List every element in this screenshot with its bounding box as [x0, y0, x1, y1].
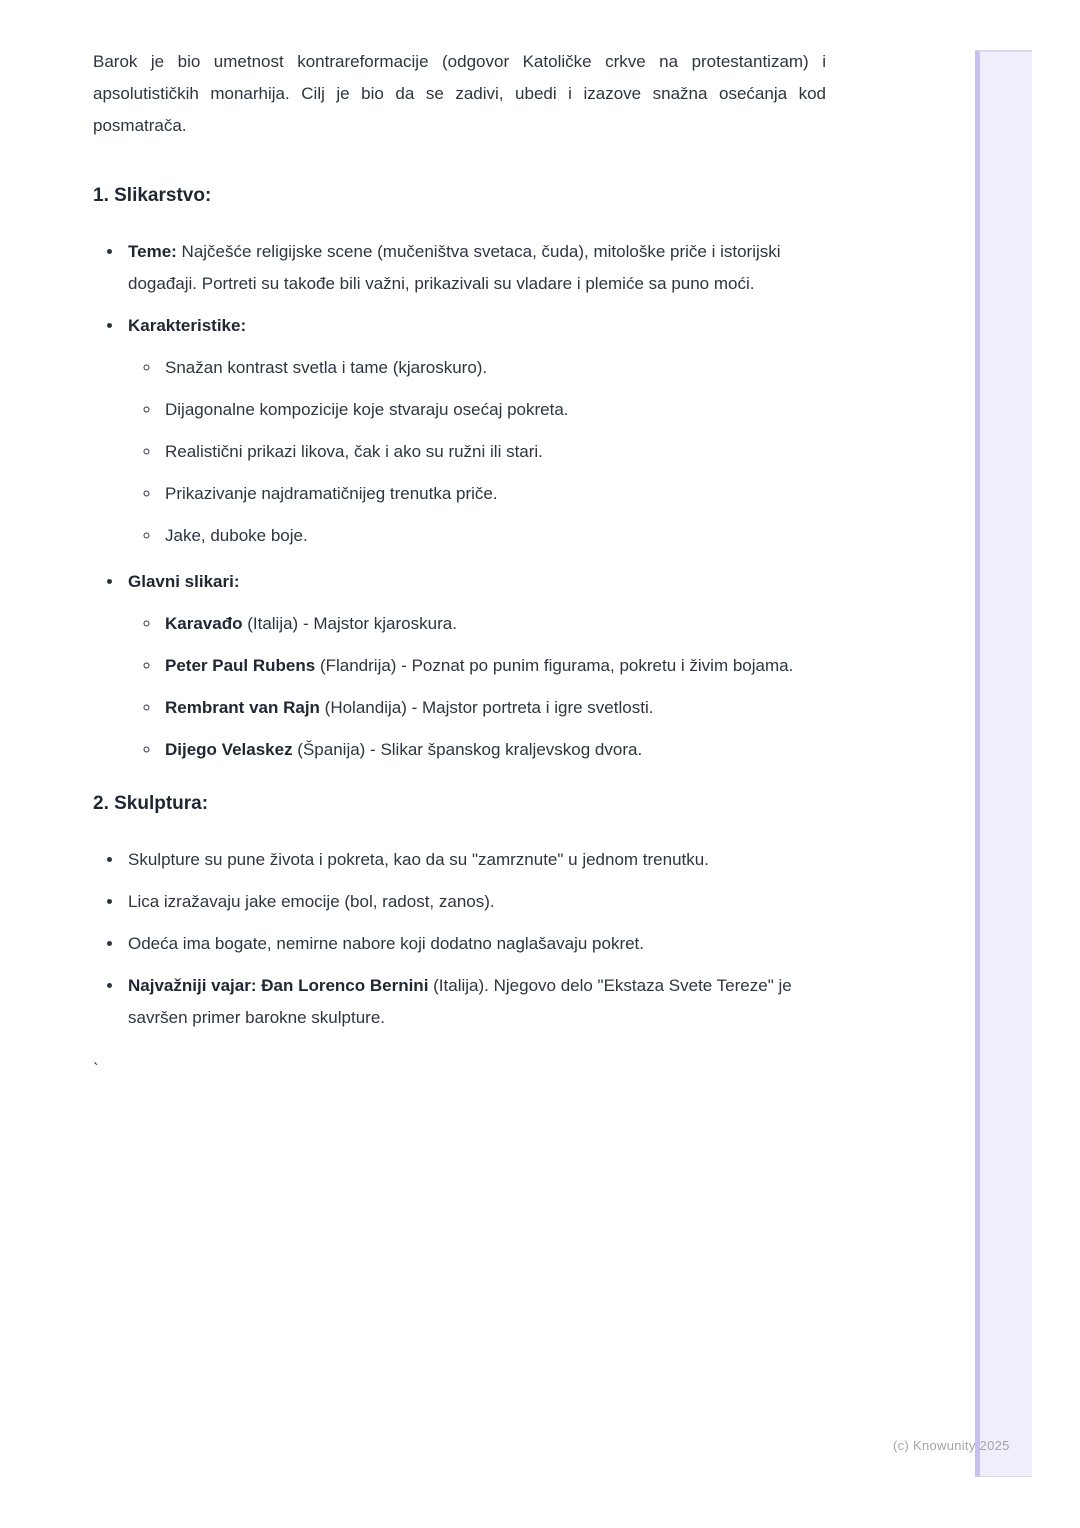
list-item-themes — [124, 236, 826, 300]
stray-backtick: ` — [93, 1060, 99, 1079]
list-item-sculptor — [124, 970, 826, 1034]
painting-list — [93, 236, 826, 766]
painter-name: Karavađo — [165, 614, 243, 633]
document-body — [93, 46, 826, 1086]
sculpture-point: • Skulpture su pune života i pokreta, kao da su "zamrznute" u jednom trenutku. — [124, 844, 826, 876]
themes-text: Najčešće religijske scene (mučeništva svetaca, čuda), mitološke priče i istorijski događaji. Portreti su takođe bili važni, prikazivali su vladare i plemiće sa puno moći. — [128, 242, 781, 293]
characteristic-point: ◦ Prikazivanje najdramatičnijeg trenutka priče. — [161, 478, 826, 510]
sculpture-point: • Lica izražavaju jake emocije (bol, radost, zanos). — [124, 886, 826, 918]
painter-desc: (Italija) - Majstor kjaroskura. — [242, 614, 457, 633]
painter-name: Peter Paul Rubens — [165, 656, 316, 675]
painter-item — [161, 734, 826, 766]
heading-sculpture: 2. Skulptura: — [93, 793, 209, 814]
copyright-notice: (c) Knowunity 2025 — [893, 1438, 1010, 1453]
painter-desc: (Španija) - Slikar španskog kraljevskog dvora. — [292, 740, 643, 759]
painter-desc: (Holandija) - Majstor portreta i igre svetlosti. — [319, 698, 654, 717]
list-item-main-painters — [124, 566, 826, 766]
painter-item — [161, 608, 826, 640]
characteristic-point: ◦ Snažan kontrast svetla i tame (kjaroskuro). — [161, 352, 826, 384]
sculptor-desc: (Italija). Njegovo delo "Ekstaza Svete Tereze" je savršen primer barokne skulpture. — [128, 976, 792, 1027]
sculptor-label: Najvažniji vajar: Đan Lorenco Bernini — [128, 976, 429, 995]
main-painters-label: Glavni slikari: — [128, 572, 240, 591]
characteristic-point: ◦ Realistični prikazi likova, čak i ako su ružni ili stari. — [161, 436, 826, 468]
characteristics-sublist — [128, 352, 826, 552]
painter-name: Rembrant van Rajn — [165, 698, 320, 717]
intro-paragraph: Barok je bio umetnost kontrareformacije (odgovor Katoličke crkve na protestantizam) i apsolutističkih monarhija. Cilj je bio da se zadivi, ubedi i izazove snažna osećanja kod posmatrača. — [93, 52, 826, 135]
list-item-characteristics — [124, 310, 826, 552]
sculpture-list — [93, 844, 826, 1034]
characteristics-label: Karakteristike: — [128, 316, 247, 335]
characteristic-point: ◦ Dijagonalne kompozicije koje stvaraju osećaj pokreta. — [161, 394, 826, 426]
decorative-side-strip — [975, 50, 1032, 1477]
painter-item — [161, 650, 826, 682]
heading-painting: 1. Slikarstvo: — [93, 185, 212, 206]
painter-item — [161, 692, 826, 724]
painters-sublist — [128, 608, 826, 766]
characteristic-point: ◦ Jake, duboke boje. — [161, 520, 826, 552]
painter-name: Dijego Velaskez — [165, 740, 293, 759]
painter-desc: (Flandrija) - Poznat po punim figurama, pokretu i živim bojama. — [315, 656, 794, 675]
sculpture-point: • Odeća ima bogate, nemirne nabore koji dodatno naglašavaju pokret. — [124, 928, 826, 960]
themes-label: Teme: — [128, 242, 177, 261]
